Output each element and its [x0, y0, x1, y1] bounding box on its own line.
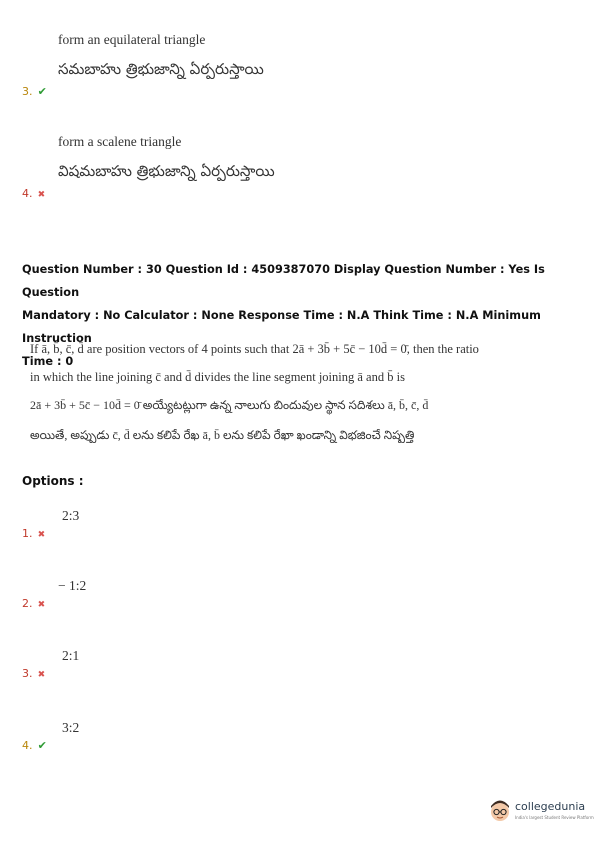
cross-icon: ✖	[37, 530, 46, 540]
question-line-1: If ā, b̄, c̄, d̄ are position vectors of 4 points such that 2ā + 3b̄ + 5c̄ − 10d̄ = 0̄, then the ratio	[30, 342, 479, 356]
prev-option-3-marker	[22, 80, 47, 99]
prev-option-4-text: form a scalene triangle	[58, 134, 182, 149]
check-icon: ✔	[37, 85, 47, 98]
question-meta-line2: Mandatory : No Calculator : None Response Time : N.A Think Time : N.A Minimum Instruction	[22, 309, 541, 345]
mascot-icon	[488, 798, 512, 824]
option-1-text: 2:3	[62, 508, 80, 523]
option-number: 2.	[22, 597, 33, 610]
option-number: 3.	[22, 85, 33, 98]
option-number: 4.	[22, 187, 33, 200]
options-label: Options :	[22, 474, 84, 488]
option-number: 1.	[22, 527, 33, 540]
logo-name: collegedunia	[515, 800, 586, 813]
prev-option-3-text: form an equilateral triangle	[58, 32, 206, 47]
cross-icon: ✖	[37, 190, 46, 200]
question-meta-line3: Time : 0	[22, 355, 74, 368]
prev-option-4-telugu: విషమబాహు త్రిభుజాన్ని ఏర్పరుస్తాయి	[58, 162, 275, 180]
question-meta-line1: Question Number : 30 Question Id : 4509387070 Display Question Number : Yes Is Question	[22, 263, 545, 299]
option-2-marker	[22, 592, 45, 611]
option-3-text: 2:1	[62, 648, 80, 663]
cross-icon: ✖	[37, 670, 46, 680]
option-number: 3.	[22, 667, 33, 680]
check-icon: ✔	[37, 739, 47, 752]
option-4-text: 3:2	[62, 720, 80, 735]
option-2-text: − 1:2	[58, 578, 87, 593]
prev-option-4-marker	[22, 182, 45, 201]
option-1-marker	[22, 522, 45, 541]
question-line-2: in which the line joining c̄ and d̄ divides the line segment joining ā and b̄ is	[30, 370, 405, 384]
prev-option-3-telugu: సమబాహు త్రిభుజాన్ని ఏర్పరుస్తాయి	[58, 60, 264, 78]
option-4-marker	[22, 734, 47, 753]
question-line-4: అయితే, అప్పుడు c̄, d̄ లను కలిపే రేఖ ā, b̄ లను కలిపే రేఖా ఖండాన్ని విభజించే నిష్పత్తి	[30, 428, 415, 442]
cross-icon: ✖	[37, 600, 46, 610]
option-number: 4.	[22, 739, 33, 752]
collegedunia-logo	[488, 798, 594, 828]
option-3-marker	[22, 662, 45, 681]
question-line-3: 2ā + 3b̄ + 5c̄ − 10d̄ = 0̄ అయ్యేటట్లుగా ఉన్న నాలుగు బిందువుల స్థాన సదిశలు ā, b̄, c̄, d̄	[30, 398, 429, 412]
logo-tagline: India's largest Student Review Platform	[515, 815, 594, 820]
